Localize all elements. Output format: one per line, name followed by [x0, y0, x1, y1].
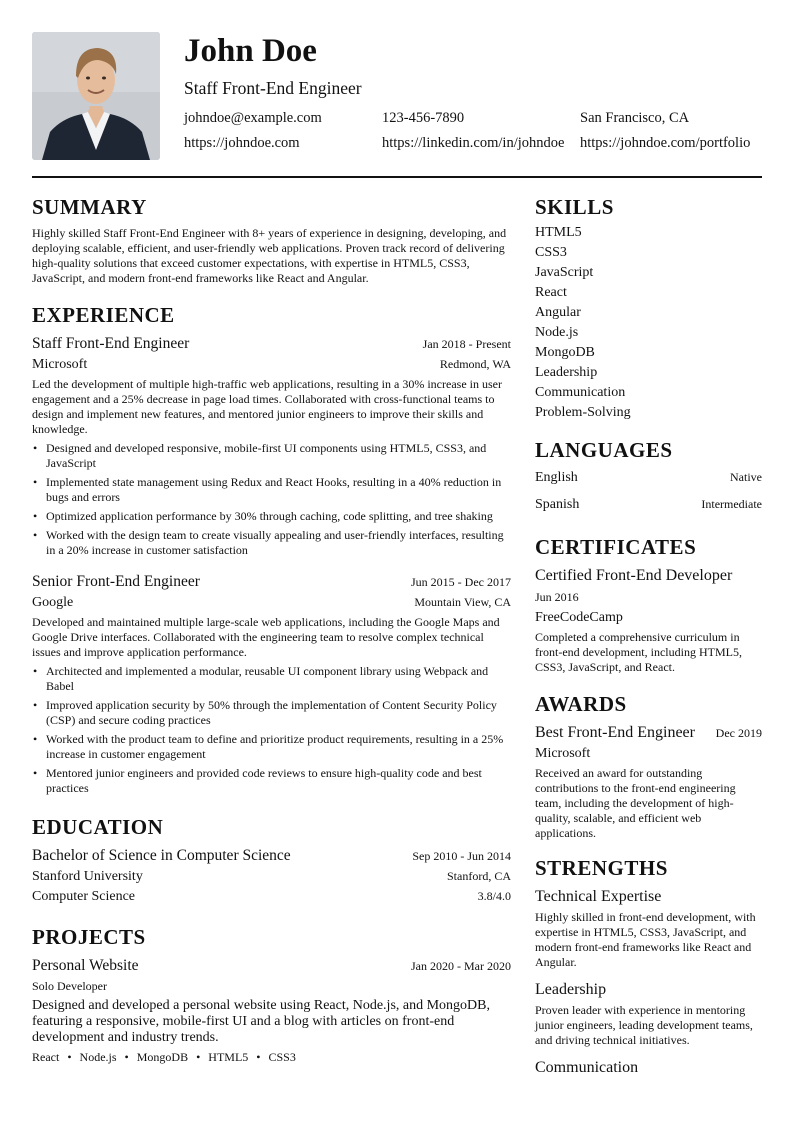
project-tag: MongoDB: [136, 1050, 189, 1064]
language-level: Native: [730, 470, 762, 484]
projects-section: [32, 924, 511, 1065]
strength-description: Highly skilled in front-end development, with expertise in HTML5, CSS3, JavaScript, and modern front-end frameworks like React and Angular.: [535, 910, 756, 969]
project-name: Personal Website: [32, 957, 139, 974]
header-divider: [32, 176, 762, 178]
job-bullet: • Improved application security by 50% through the implementation of Content Security Policy (CSP) and secure coding practices: [32, 698, 511, 728]
section-title-awards: AWARDS: [535, 692, 627, 716]
awards-section: [535, 691, 762, 841]
project-tag: HTML5: [208, 1050, 249, 1064]
job-bullet: • Optimized application performance by 30% through caching, code splitting, and tree shaking: [32, 509, 511, 524]
job-bullet: • Worked with the product team to define and prioritize product requirements, resulting in a 25% increase in customer engagement: [32, 732, 511, 762]
certificate-name: Certified Front-End Developer: [535, 567, 733, 584]
job-title: Senior Front-End Engineer: [32, 573, 200, 590]
job-dates: Jun 2015 - Dec 2017: [411, 575, 511, 589]
field-of-study: Computer Science: [32, 889, 136, 904]
location: San Francisco, CA: [580, 110, 690, 126]
award-name: Best Front-End Engineer: [535, 724, 695, 741]
job-dates: Jan 2018 - Present: [422, 337, 511, 351]
strength-description: Proven leader with experience in mentoring junior engineers, leading development teams, and driving technical initiatives.: [535, 1003, 753, 1047]
project-tag: React: [32, 1050, 60, 1064]
strength-name: Technical Expertise: [535, 888, 662, 905]
section-title-skills: SKILLS: [535, 195, 614, 219]
skill-item: MongoDB: [535, 345, 595, 360]
certificates-section: [535, 534, 762, 675]
skill-item: Communication: [535, 385, 626, 400]
portfolio-link[interactable]: https://johndoe.com/portfolio: [580, 135, 751, 151]
section-title-languages: LANGUAGES: [535, 438, 673, 462]
phone-number: 123-456-7890: [382, 110, 465, 126]
skill-item: CSS3: [535, 245, 567, 260]
school-location: Stanford, CA: [447, 869, 511, 883]
candidate-role: Staff Front-End Engineer: [184, 78, 362, 98]
job-entry: [32, 572, 511, 796]
summary-text: Highly skilled Staff Front-End Engineer with 8+ years of experience in designing, developing, and deploying scalable, efficient, and user-friendly web applications. Proven track record of delivering high-quality solutions that exceed customer expectations, with expertise in HTML5, CSS3, JavaScript, and modern front-end frameworks like React and Angular.: [32, 226, 507, 285]
skill-item: Node.js: [535, 325, 579, 340]
project-description: Designed and developed a personal website using React, Node.js, and MongoDB, featuring a responsive, mobile-first UI and a blog with articles on front-end development and industry trends.: [32, 998, 491, 1045]
skill-item: Angular: [535, 305, 581, 320]
strengths-section: [535, 855, 762, 1078]
section-title-education: EDUCATION: [32, 815, 164, 839]
right-column: [535, 194, 762, 1078]
job-bullet: • Designed and developed responsive, mobile-first UI components using HTML5, CSS3, and JavaScript: [32, 441, 511, 471]
job-bullet: • Mentored junior engineers and provided code reviews to ensure high-quality code and best practices: [32, 766, 511, 796]
project-tags: React • Node.js • MongoDB • HTML5 • CSS3: [32, 1050, 296, 1064]
degree-name: Bachelor of Science in Computer Science: [32, 847, 291, 864]
award-issuer: Microsoft: [535, 746, 591, 761]
certificate-issuer: FreeCodeCamp: [535, 610, 623, 625]
section-title-summary: SUMMARY: [32, 195, 147, 219]
skill-item: Leadership: [535, 365, 598, 380]
job-bullet: • Worked with the design team to create visually appealing and user-friendly interfaces, resulting in a 20% increase in customer satisfaction: [32, 528, 511, 558]
job-title: Staff Front-End Engineer: [32, 335, 190, 352]
skill-item: JavaScript: [535, 265, 594, 280]
skill-item: React: [535, 285, 567, 300]
award-description: Received an award for outstanding contributions to the front-end engineering team, including the development of high-quality, scalable, and efficient web applications.: [535, 766, 736, 840]
summary-section: [32, 194, 511, 286]
language-level: Intermediate: [701, 497, 762, 511]
job-description: Led the development of multiple high-traffic web applications, resulting in a 30% increase in user engagement and a 25% decrease in page load times. Collaborated with cross-functional teams to design and implement new features, and mentored junior engineers to improve their skills and knowledge.: [32, 377, 502, 436]
section-title-experience: EXPERIENCE: [32, 303, 175, 327]
project-tag: Node.js: [79, 1050, 117, 1064]
job-description: Developed and maintained multiple large-scale web applications, including the Google Maps and Google Drive interfaces. Collaborated with the engineering team to resolve complex technical issues and improve application performance.: [32, 615, 500, 659]
section-title-certificates: CERTIFICATES: [535, 535, 697, 559]
project-dates: Jan 2020 - Mar 2020: [411, 959, 511, 973]
email-link[interactable]: johndoe@example.com: [184, 110, 322, 126]
languages-section: [535, 437, 762, 514]
education-dates: Sep 2010 - Jun 2014: [412, 849, 511, 863]
certificate-date: Jun 2016: [535, 590, 579, 604]
skills-section: [535, 194, 762, 423]
section-title-strengths: STRENGTHS: [535, 856, 668, 880]
job-company: Microsoft: [32, 357, 88, 372]
linkedin-link[interactable]: https://linkedin.com/in/johndoe: [382, 135, 565, 151]
strength-name: Leadership: [535, 981, 607, 998]
school-name: Stanford University: [32, 869, 143, 884]
job-entry: [32, 334, 511, 558]
resume-header: [32, 32, 762, 160]
project-role: Solo Developer: [32, 979, 107, 993]
education-section: [32, 814, 511, 906]
job-company: Google: [32, 595, 74, 610]
profile-photo: [32, 32, 160, 160]
website-link[interactable]: https://johndoe.com: [184, 135, 300, 151]
strength-name: Communication: [535, 1059, 639, 1076]
skill-item: Problem-Solving: [535, 405, 631, 420]
job-bullet: • Architected and implemented a modular, reusable UI component library using Webpack and Babel: [32, 664, 511, 694]
experience-section: [32, 302, 511, 796]
job-location: Redmond, WA: [439, 357, 511, 371]
skill-item: HTML5: [535, 225, 582, 240]
language-name: Spanish: [535, 497, 580, 512]
project-tag: CSS3: [268, 1050, 296, 1064]
left-column: [32, 194, 511, 1065]
job-location: Mountain View, CA: [414, 595, 511, 609]
award-date: Dec 2019: [715, 726, 762, 740]
certificate-description: Completed a comprehensive curriculum in front-end development, including HTML5, CSS3, JavaScript, and React.: [535, 630, 742, 674]
job-bullet: • Implemented state management using Redux and React Hooks, resulting in a 40% reduction in bugs and errors: [32, 475, 511, 505]
language-name: English: [535, 470, 578, 485]
section-title-projects: PROJECTS: [32, 925, 146, 949]
gpa: 3.8/4.0: [477, 889, 511, 903]
candidate-name: John Doe: [184, 33, 317, 69]
